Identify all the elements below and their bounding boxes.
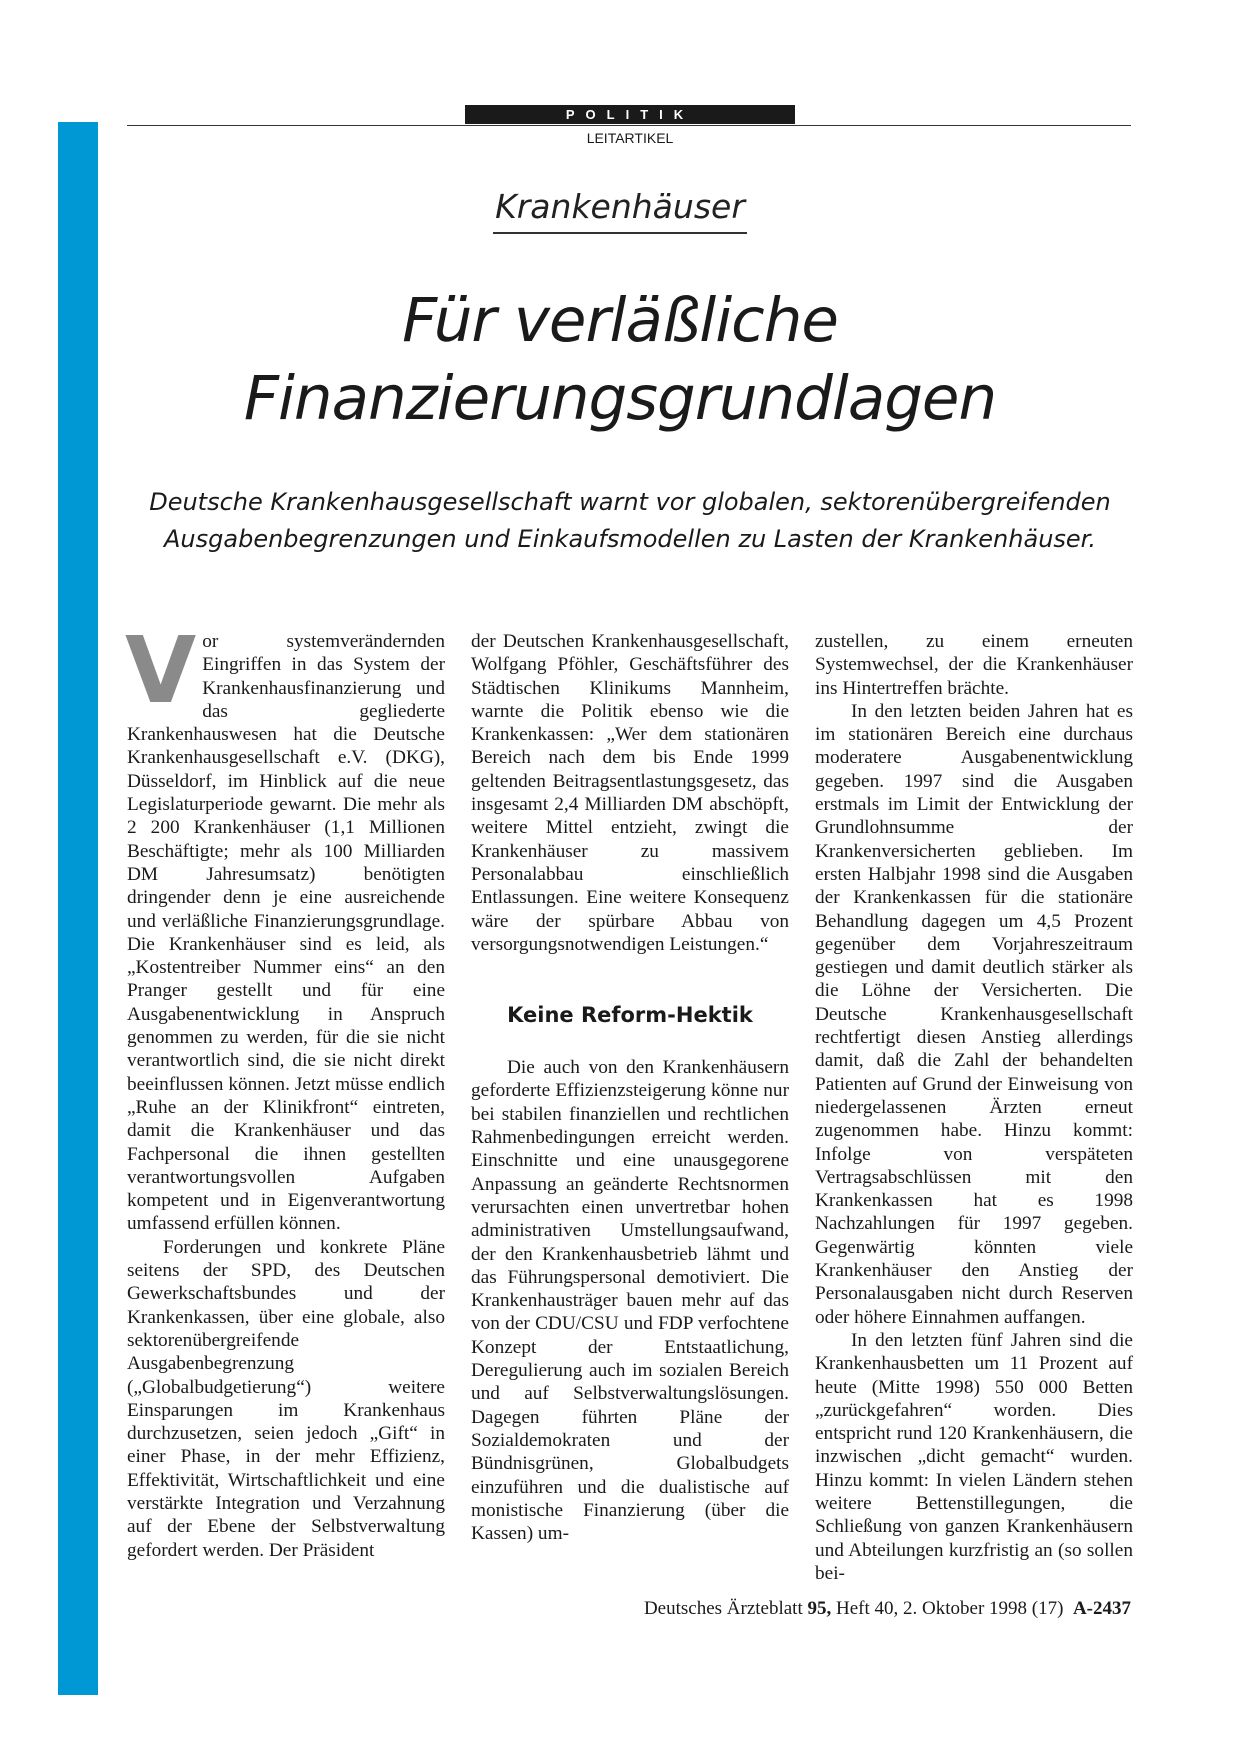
article-headline bbox=[0, 282, 1240, 438]
page-number: A-2437 bbox=[1072, 1598, 1131, 1619]
drop-cap: V bbox=[125, 617, 197, 724]
subsection-label: LEITARTIKEL bbox=[586, 130, 674, 146]
lead-line-1: Deutsche Krankenhausgesellschaft warnt vor globalen, sektorenübergreifenden bbox=[149, 488, 1111, 516]
text-column-3 bbox=[815, 630, 1133, 1585]
article-kicker bbox=[0, 187, 1240, 234]
paragraph: In den letzten fünf Jahren sind die Krankenhausbetten um 11 Prozent auf heute (Mitte 1998) 550 000 Betten „zurückgefahren“ worden. Dies entspricht rund 120 Krankenhäusern, die inzwischen „dicht gemacht“ wurden. Hinzu kommt: In vielen Ländern stehen weitere Bettenstillegungen, die Schließung von ganzen Krankenhäusern und Abteilungen kurzfristig an (so sollen bei- bbox=[815, 1329, 1133, 1584]
paragraph: In den letzten beiden Jahren hat es im stationären Bereich eine durchaus moderatere Ausgabenentwicklung gegeben. 1997 sind die Ausgaben erstmals im Limit der Entwicklung der Grundlohnsumme der Krankenversicherten geblieben. Im ersten Halbjahr 1998 sind die Ausgaben der Krankenkassen für die stationäre Behandlung dagegen um 4,5 Prozent gegenüber dem Vorjahreszeitraum gestiegen und damit deutlich stärker als die Löhne der Versicherten. Die Deutsche Krankenhausgesellschaft rechtfertigt diesen Anstieg allerdings damit, daß die Zahl der behandelten Patienten auf Grund der Einweisung von niedergelassenen Ärzten erneut zugenommen habe. Hinzu kommt: Infolge von verspäteten Vertragsabschlüssen mit den Krankenkassen hat es 1998 Nachzahlungen für 1997 gegeben. Gegenwärtig könnten viele Krankenhäuser den Anstieg der Personalausgaben nicht durch Reserven oder höhere Einnahmen auffangen. bbox=[815, 700, 1133, 1328]
article-lead bbox=[60, 484, 1200, 558]
kicker-text: Krankenhäuser bbox=[493, 187, 747, 234]
paragraph: Forderungen und konkrete Pläne seitens der SPD, des Deutschen Gewerkschaftsbundes und der Krankenkassen, über eine globale, also sektorenübergreifende Ausgabenbegrenzung („Globalbudgetierung“) weitere Einsparungen im Krankenhaus durchzusetzen, seien jedoch „Gift“ in einer Phase, in der mehr Effizienz, Effektivität, Wirtschaftlichkeit und eine verstärkte Integration und Verzahnung auf der Ebene der Selbstverwaltung gefordert werden. Der Präsident bbox=[127, 1236, 445, 1561]
paragraph: Die auch von den Krankenhäusern geforderte Effizienzsteigerung könne nur bei stabilen finanziellen und rechtlichen Rahmenbedingungen erreicht werden. Einschnitte und eine unausgegorene Anpassung an geänderte Rechtsnormen verursachten einen unvertretbar hohen administrativen Umstellungsaufwand, der den Krankenhausbetrieb lähmt und das Führungspersonal demotiviert. Die Krankenhausträger bauen mehr auf das von der CDU/CSU und FDP verfochtene Konzept der Entstaatlichung, Deregulierung auch im sozialen Bereich und auf Selbstverwaltungslösungen. Dagegen führten Pläne der Sozialdemokraten und der Bündnisgrünen, Globalbudgets einzuführen und die dualistische auf monistische Finanzierung (über die Kassen) um- bbox=[471, 1057, 789, 1545]
paragraph: der Deutschen Krankenhausgesellschaft, Wolfgang Pföhler, Geschäftsführer des Städtischen Klinikums Mannheim, warnte die Politik ebenso wie die Krankenkassen: „Wer dem stationären Bereich nach dem bis Ende 1999 geltenden Beitragsentlastungsgesetz, das insgesamt 2,4 Milliarden DM abschöpft, weitere Mittel entzieht, zwingt die Krankenhäuser zu massivem Personalabbau einschließlich Entlassungen. Eine weitere Konsequenz wäre der spürbare Abbau von versorgungsnotwendigen Leistungen.“ bbox=[471, 631, 789, 955]
paragraph: zustellen, zu einem erneuten Systemwechsel, der die Krankenhäuser ins Hintertreffen brächte. bbox=[815, 631, 1133, 699]
paragraph bbox=[125, 617, 445, 1236]
header-rule bbox=[127, 125, 1131, 126]
text-column-2 bbox=[471, 630, 789, 1545]
lead-line-2: Ausgabenbegrenzungen und Einkaufsmodellen zu Lasten der Krankenhäuser. bbox=[164, 525, 1096, 553]
volume-number: 95, bbox=[807, 1598, 832, 1619]
headline-line-2: Finanzierungsgrundlagen bbox=[243, 363, 997, 434]
section-label: POLITIK bbox=[465, 105, 795, 124]
page-footer bbox=[500, 1598, 1131, 1620]
journal-name: Deutsches Ärzteblatt bbox=[643, 1598, 803, 1619]
paragraph-text: or systemverändernden Eingriffen in das System der Krankenhausfinanzierung und das gegliederte Krankenhauswesen hat die Deutsche Krankenhausgesellschaft e.V. (DKG), Düsseldorf, im Hinblick auf die neue Legislaturperiode gewarnt. Die mehr als 2 200 Krankenhäuser (1,1 Millionen Beschäftigte; mehr als 100 Milliarden DM Jahresumsatz) benötigten dringender denn je eine ausreichende und verläßliche Finanzierungsgrundlage. Die Krankenhäuser sind es leid, als „Kostentreiber Nummer eins“ an den Pranger gestellt und für eine Ausgabenentwicklung in Anspruch genommen zu werden, für die sie nicht verantwortlich sind, die sie nicht direkt beeinflussen können. Jetzt müsse endlich „Ruhe an der Klinikfront“ eintreten, damit die Krankenhäuser und das Fachpersonal die ihnen gestellten verantwortungsvollen Aufgaben kompetent und in Eigenverantwortung umfassend erfüllen können. bbox=[127, 631, 445, 1235]
text-column-1 bbox=[125, 617, 445, 1562]
headline-line-1: Für verläßliche bbox=[402, 285, 838, 356]
issue-info: Heft 40, 2. Oktober 1998 (17) bbox=[836, 1598, 1064, 1619]
section-subheading: Keine Reform-Hektik bbox=[507, 1003, 753, 1028]
